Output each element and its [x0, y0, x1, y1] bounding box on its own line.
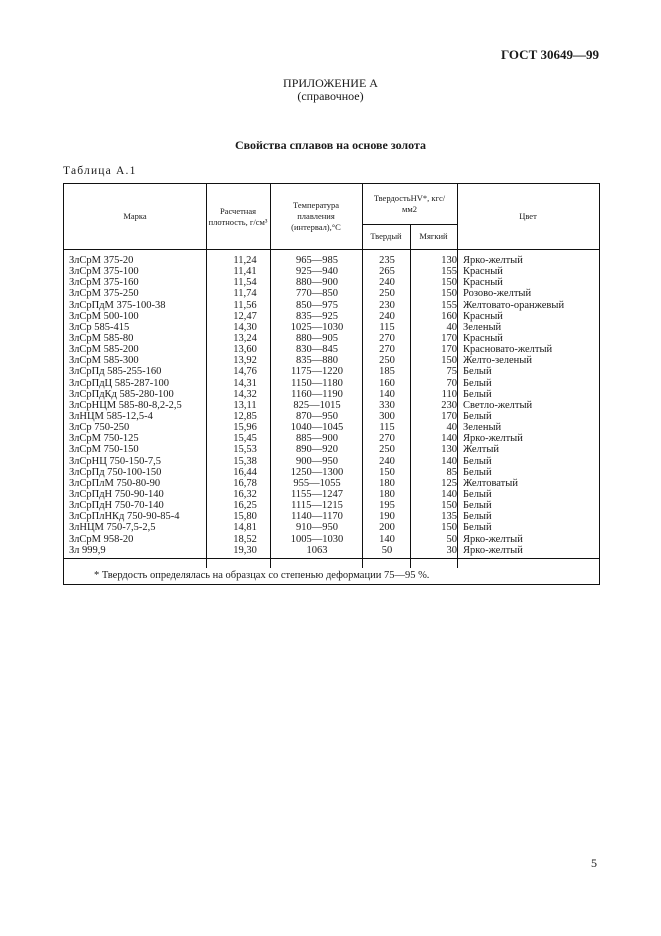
- cell-grade: Зл 999,9: [69, 544, 106, 556]
- cell-soft: 40: [446, 321, 457, 333]
- section-title: Свойства сплавов на основе золота: [234, 138, 427, 152]
- cell-melting: 900—950: [296, 455, 338, 467]
- cell-color: Белый: [463, 488, 492, 500]
- cell-grade: ЗлСрПд 750-100-150: [69, 466, 162, 478]
- cell-melting: 1005—1030: [290, 533, 344, 545]
- cell-hard: 160: [379, 377, 395, 389]
- header-grade: Марка: [123, 211, 147, 221]
- table-body: [64, 255, 599, 556]
- table-row: [64, 433, 599, 444]
- cell-color: Белый: [463, 466, 492, 478]
- cell-melting: 1155—1247: [290, 488, 344, 500]
- cell-soft: 140: [441, 455, 457, 467]
- cell-density: 11,41: [233, 266, 257, 278]
- cell-soft: 150: [441, 288, 457, 300]
- cell-soft: 150: [441, 355, 457, 367]
- table-row: [64, 411, 599, 422]
- cell-color: Ярко-желтый: [463, 255, 523, 266]
- cell-soft: 160: [441, 310, 457, 322]
- cell-grade: ЗлСрПдКд 585-280-100: [69, 388, 174, 400]
- cell-density: 15,96: [233, 422, 257, 434]
- cell-hard: 185: [379, 366, 395, 378]
- table-row: [64, 400, 599, 411]
- cell-grade: ЗлСр 585-415: [69, 321, 130, 333]
- cell-color: Красный: [463, 332, 503, 344]
- cell-grade: ЗлСрМ 750-125: [69, 433, 139, 445]
- cell-grade: ЗлСрМ 375-160: [69, 277, 139, 289]
- cell-soft: 170: [441, 332, 457, 344]
- cell-density: 14,30: [233, 321, 257, 333]
- cell-density: 15,45: [233, 433, 257, 445]
- table-row: [64, 467, 599, 478]
- header-bottom-rule: [64, 249, 599, 250]
- cell-hard: 240: [379, 310, 395, 322]
- table-row: [64, 389, 599, 400]
- table-row: [64, 444, 599, 455]
- cell-color: Красный: [463, 310, 503, 322]
- table-row: [64, 456, 599, 467]
- cell-melting: 880—900: [296, 277, 338, 289]
- table-row: [64, 378, 599, 389]
- cell-color: Светло-желтый: [463, 399, 533, 411]
- cell-melting: 1175—1220: [290, 366, 344, 378]
- table-row: [64, 422, 599, 433]
- cell-density: 11,56: [233, 299, 257, 311]
- cell-density: 14,31: [233, 377, 257, 389]
- cell-color: Белый: [463, 522, 492, 534]
- table-row: [64, 500, 599, 511]
- cell-grade: ЗлСрНЦМ 585-80-8,2-2,5: [69, 399, 182, 411]
- cell-color: Ярко-желтый: [463, 533, 523, 545]
- cell-color: Белый: [463, 366, 492, 378]
- cell-density: 11,54: [233, 277, 257, 289]
- cell-hard: 270: [379, 344, 395, 356]
- cell-melting: 910—950: [296, 522, 338, 534]
- cell-color: Желтоватый: [463, 477, 518, 489]
- cell-soft: 110: [441, 388, 457, 400]
- cell-melting: 965—985: [296, 255, 338, 266]
- cell-soft: 135: [441, 511, 457, 523]
- table-row: [64, 355, 599, 366]
- cell-density: 13,24: [233, 332, 257, 344]
- cell-color: Красный: [463, 266, 503, 278]
- cell-hard: 140: [379, 533, 395, 545]
- cell-hard: 240: [379, 277, 395, 289]
- cell-melting: 770—850: [296, 288, 338, 300]
- cell-hard: 300: [379, 410, 395, 422]
- cell-soft: 170: [441, 410, 457, 422]
- cell-grade: ЗлСрМ 500-100: [69, 310, 139, 322]
- alloy-properties-table: [63, 183, 600, 585]
- header-hardness: ТвердостьHV*, кгс/мм2: [373, 193, 446, 214]
- cell-hard: 330: [379, 399, 395, 411]
- table-row: [64, 478, 599, 489]
- standard-number: ГОСТ 30649—99: [500, 47, 599, 62]
- table-row: [64, 333, 599, 344]
- cell-hard: 190: [379, 511, 395, 523]
- cell-hard: 180: [379, 477, 395, 489]
- cell-grade: ЗлСрПдЦ 585-287-100: [69, 377, 169, 389]
- cell-grade: ЗлСрМ 585-300: [69, 355, 139, 367]
- table-row: [64, 288, 599, 299]
- cell-grade: ЗлСрМ 375-100: [69, 266, 139, 278]
- cell-grade: ЗлСрНЦ 750-150-7,5: [69, 455, 162, 467]
- cell-density: 13,11: [233, 399, 257, 411]
- cell-grade: ЗлСрМ 585-80: [69, 332, 134, 344]
- cell-density: 14,76: [233, 366, 257, 378]
- cell-soft: 150: [441, 522, 457, 534]
- cell-color: Белый: [463, 500, 492, 512]
- table-label: Таблица А.1: [63, 165, 137, 177]
- cell-grade: ЗлНЦМ 750-7,5-2,5: [69, 522, 156, 534]
- cell-melting: 835—880: [296, 355, 338, 367]
- cell-hard: 195: [379, 500, 395, 512]
- cell-color: Красный: [463, 277, 503, 289]
- table-row: [64, 511, 599, 522]
- cell-grade: ЗлСрПдМ 375-100-38: [69, 299, 166, 311]
- cell-density: 14,32: [233, 388, 257, 400]
- cell-melting: 1115—1215: [291, 500, 343, 512]
- cell-hard: 150: [379, 466, 395, 478]
- cell-grade: ЗлСр 750-250: [69, 422, 130, 434]
- cell-density: 15,53: [233, 444, 257, 456]
- cell-density: 13,60: [233, 344, 257, 356]
- cell-color: Белый: [463, 377, 492, 389]
- appendix-subtitle: (справочное): [297, 89, 364, 103]
- cell-melting: 1063: [306, 544, 328, 556]
- footnote-rule: [64, 558, 599, 559]
- table-row: [64, 344, 599, 355]
- cell-soft: 170: [441, 344, 457, 356]
- cell-density: 15,38: [233, 455, 257, 467]
- appendix-title: ПРИЛОЖЕНИЕ А: [283, 76, 378, 90]
- cell-grade: ЗлСрПлНКд 750-90-85-4: [69, 511, 180, 523]
- cell-density: 12,47: [233, 310, 257, 322]
- cell-soft: 40: [446, 422, 457, 434]
- cell-melting: 885—900: [296, 433, 338, 445]
- header-soft: Мягкий: [419, 231, 448, 241]
- cell-grade: ЗлСрМ 375-20: [69, 255, 134, 266]
- cell-hard: 265: [379, 266, 395, 278]
- cell-soft: 150: [441, 277, 457, 289]
- cell-hard: 270: [379, 433, 395, 445]
- header-hard: Твердый: [370, 231, 402, 241]
- cell-grade: ЗлСрПдН 750-70-140: [69, 500, 164, 512]
- table-row: [64, 522, 599, 533]
- cell-hard: 180: [379, 488, 395, 500]
- cell-soft: 155: [441, 266, 457, 278]
- cell-grade: ЗлСрМ 585-200: [69, 344, 139, 356]
- cell-density: 16,44: [233, 466, 257, 478]
- cell-density: 18,52: [233, 533, 257, 545]
- header-color: Цвет: [519, 211, 537, 221]
- table-row: [64, 300, 599, 311]
- cell-soft: 140: [441, 488, 457, 500]
- cell-grade: ЗлСрПдН 750-90-140: [69, 488, 164, 500]
- cell-soft: 130: [441, 444, 457, 456]
- cell-soft: 75: [446, 366, 457, 378]
- cell-grade: ЗлСрПд 585-255-160: [69, 366, 162, 378]
- cell-soft: 130: [441, 255, 457, 266]
- cell-color: Ярко-желтый: [463, 544, 523, 556]
- cell-hard: 115: [379, 321, 395, 333]
- cell-melting: 830—845: [296, 344, 338, 356]
- cell-melting: 955—1055: [293, 477, 341, 489]
- table-row: [64, 545, 599, 556]
- table-footnote: * Твердость определялась на образцах со степенью деформации 75—95 %.: [94, 570, 430, 581]
- page-number: 5: [591, 856, 597, 870]
- cell-density: 15,80: [233, 511, 257, 523]
- cell-color: Белый: [463, 388, 492, 400]
- cell-color: Зеленый: [463, 321, 502, 333]
- cell-hard: 240: [379, 455, 395, 467]
- cell-melting: 925—940: [296, 266, 338, 278]
- cell-melting: 1025—1030: [290, 321, 344, 333]
- table-row: [64, 534, 599, 545]
- cell-melting: 1150—1180: [291, 377, 343, 389]
- table-row: [64, 322, 599, 333]
- cell-hard: 115: [379, 422, 395, 434]
- cell-density: 11,24: [233, 255, 257, 266]
- table-row: [64, 277, 599, 288]
- cell-color: Ярко-желтый: [463, 433, 523, 445]
- cell-melting: 1140—1170: [291, 511, 343, 523]
- cell-melting: 870—950: [296, 410, 338, 422]
- table-row: [64, 366, 599, 377]
- cell-soft: 125: [441, 477, 457, 489]
- cell-soft: 140: [441, 433, 457, 445]
- cell-density: 19,30: [233, 544, 257, 556]
- cell-density: 13,92: [233, 355, 257, 367]
- cell-density: 16,32: [233, 488, 257, 500]
- table-row: [64, 266, 599, 277]
- cell-grade: ЗлСрМ 958-20: [69, 533, 134, 545]
- cell-melting: 880—905: [296, 332, 338, 344]
- appendix-heading: [0, 77, 661, 103]
- cell-density: 16,25: [233, 500, 257, 512]
- cell-soft: 155: [441, 299, 457, 311]
- cell-grade: ЗлНЦМ 585-12,5-4: [69, 410, 153, 422]
- cell-soft: 30: [446, 544, 457, 556]
- cell-soft: 85: [446, 466, 457, 478]
- cell-hard: 235: [379, 255, 395, 266]
- cell-hard: 250: [379, 444, 395, 456]
- header-density: Расчетная плотность, г/см³: [208, 205, 268, 227]
- cell-melting: 825—1015: [293, 399, 341, 411]
- cell-hard: 250: [379, 355, 395, 367]
- cell-soft: 50: [446, 533, 457, 545]
- cell-color: Розово-желтый: [463, 288, 532, 300]
- cell-density: 11,74: [233, 288, 257, 300]
- cell-melting: 1250—1300: [290, 466, 344, 478]
- cell-color: Белый: [463, 410, 492, 422]
- cell-soft: 70: [446, 377, 457, 389]
- cell-soft: 230: [441, 399, 457, 411]
- cell-hard: 270: [379, 332, 395, 344]
- cell-melting: 850—975: [296, 299, 338, 311]
- cell-color: Красновато-желтый: [463, 344, 553, 356]
- cell-color: Желто-зеленый: [463, 355, 532, 367]
- cell-color: Зеленый: [463, 422, 502, 434]
- cell-color: Белый: [463, 511, 492, 523]
- cell-hard: 140: [379, 388, 395, 400]
- cell-hard: 230: [379, 299, 395, 311]
- cell-soft: 150: [441, 500, 457, 512]
- table-row: [64, 489, 599, 500]
- cell-density: 12,85: [233, 410, 257, 422]
- cell-density: 14,81: [233, 522, 257, 534]
- cell-hard: 50: [381, 544, 393, 556]
- cell-hard: 200: [379, 522, 395, 534]
- cell-melting: 1160—1190: [291, 388, 343, 400]
- cell-density: 16,78: [233, 477, 257, 489]
- cell-grade: ЗлСрПлМ 750-80-90: [69, 477, 161, 489]
- cell-color: Желтый: [463, 444, 500, 456]
- cell-color: Белый: [463, 455, 492, 467]
- header-melting: Температура плавления (интервал),°С: [291, 200, 341, 232]
- table-row: [64, 311, 599, 322]
- cell-hard: 250: [379, 288, 395, 300]
- cell-melting: 835—925: [296, 310, 338, 322]
- cell-color: Желтовато-оранжевый: [463, 299, 565, 311]
- cell-melting: 1040—1045: [290, 422, 344, 434]
- cell-grade: ЗлСрМ 750-150: [69, 444, 139, 456]
- cell-grade: ЗлСрМ 375-250: [69, 288, 139, 300]
- cell-melting: 890—920: [296, 444, 338, 456]
- table-row: [64, 255, 599, 266]
